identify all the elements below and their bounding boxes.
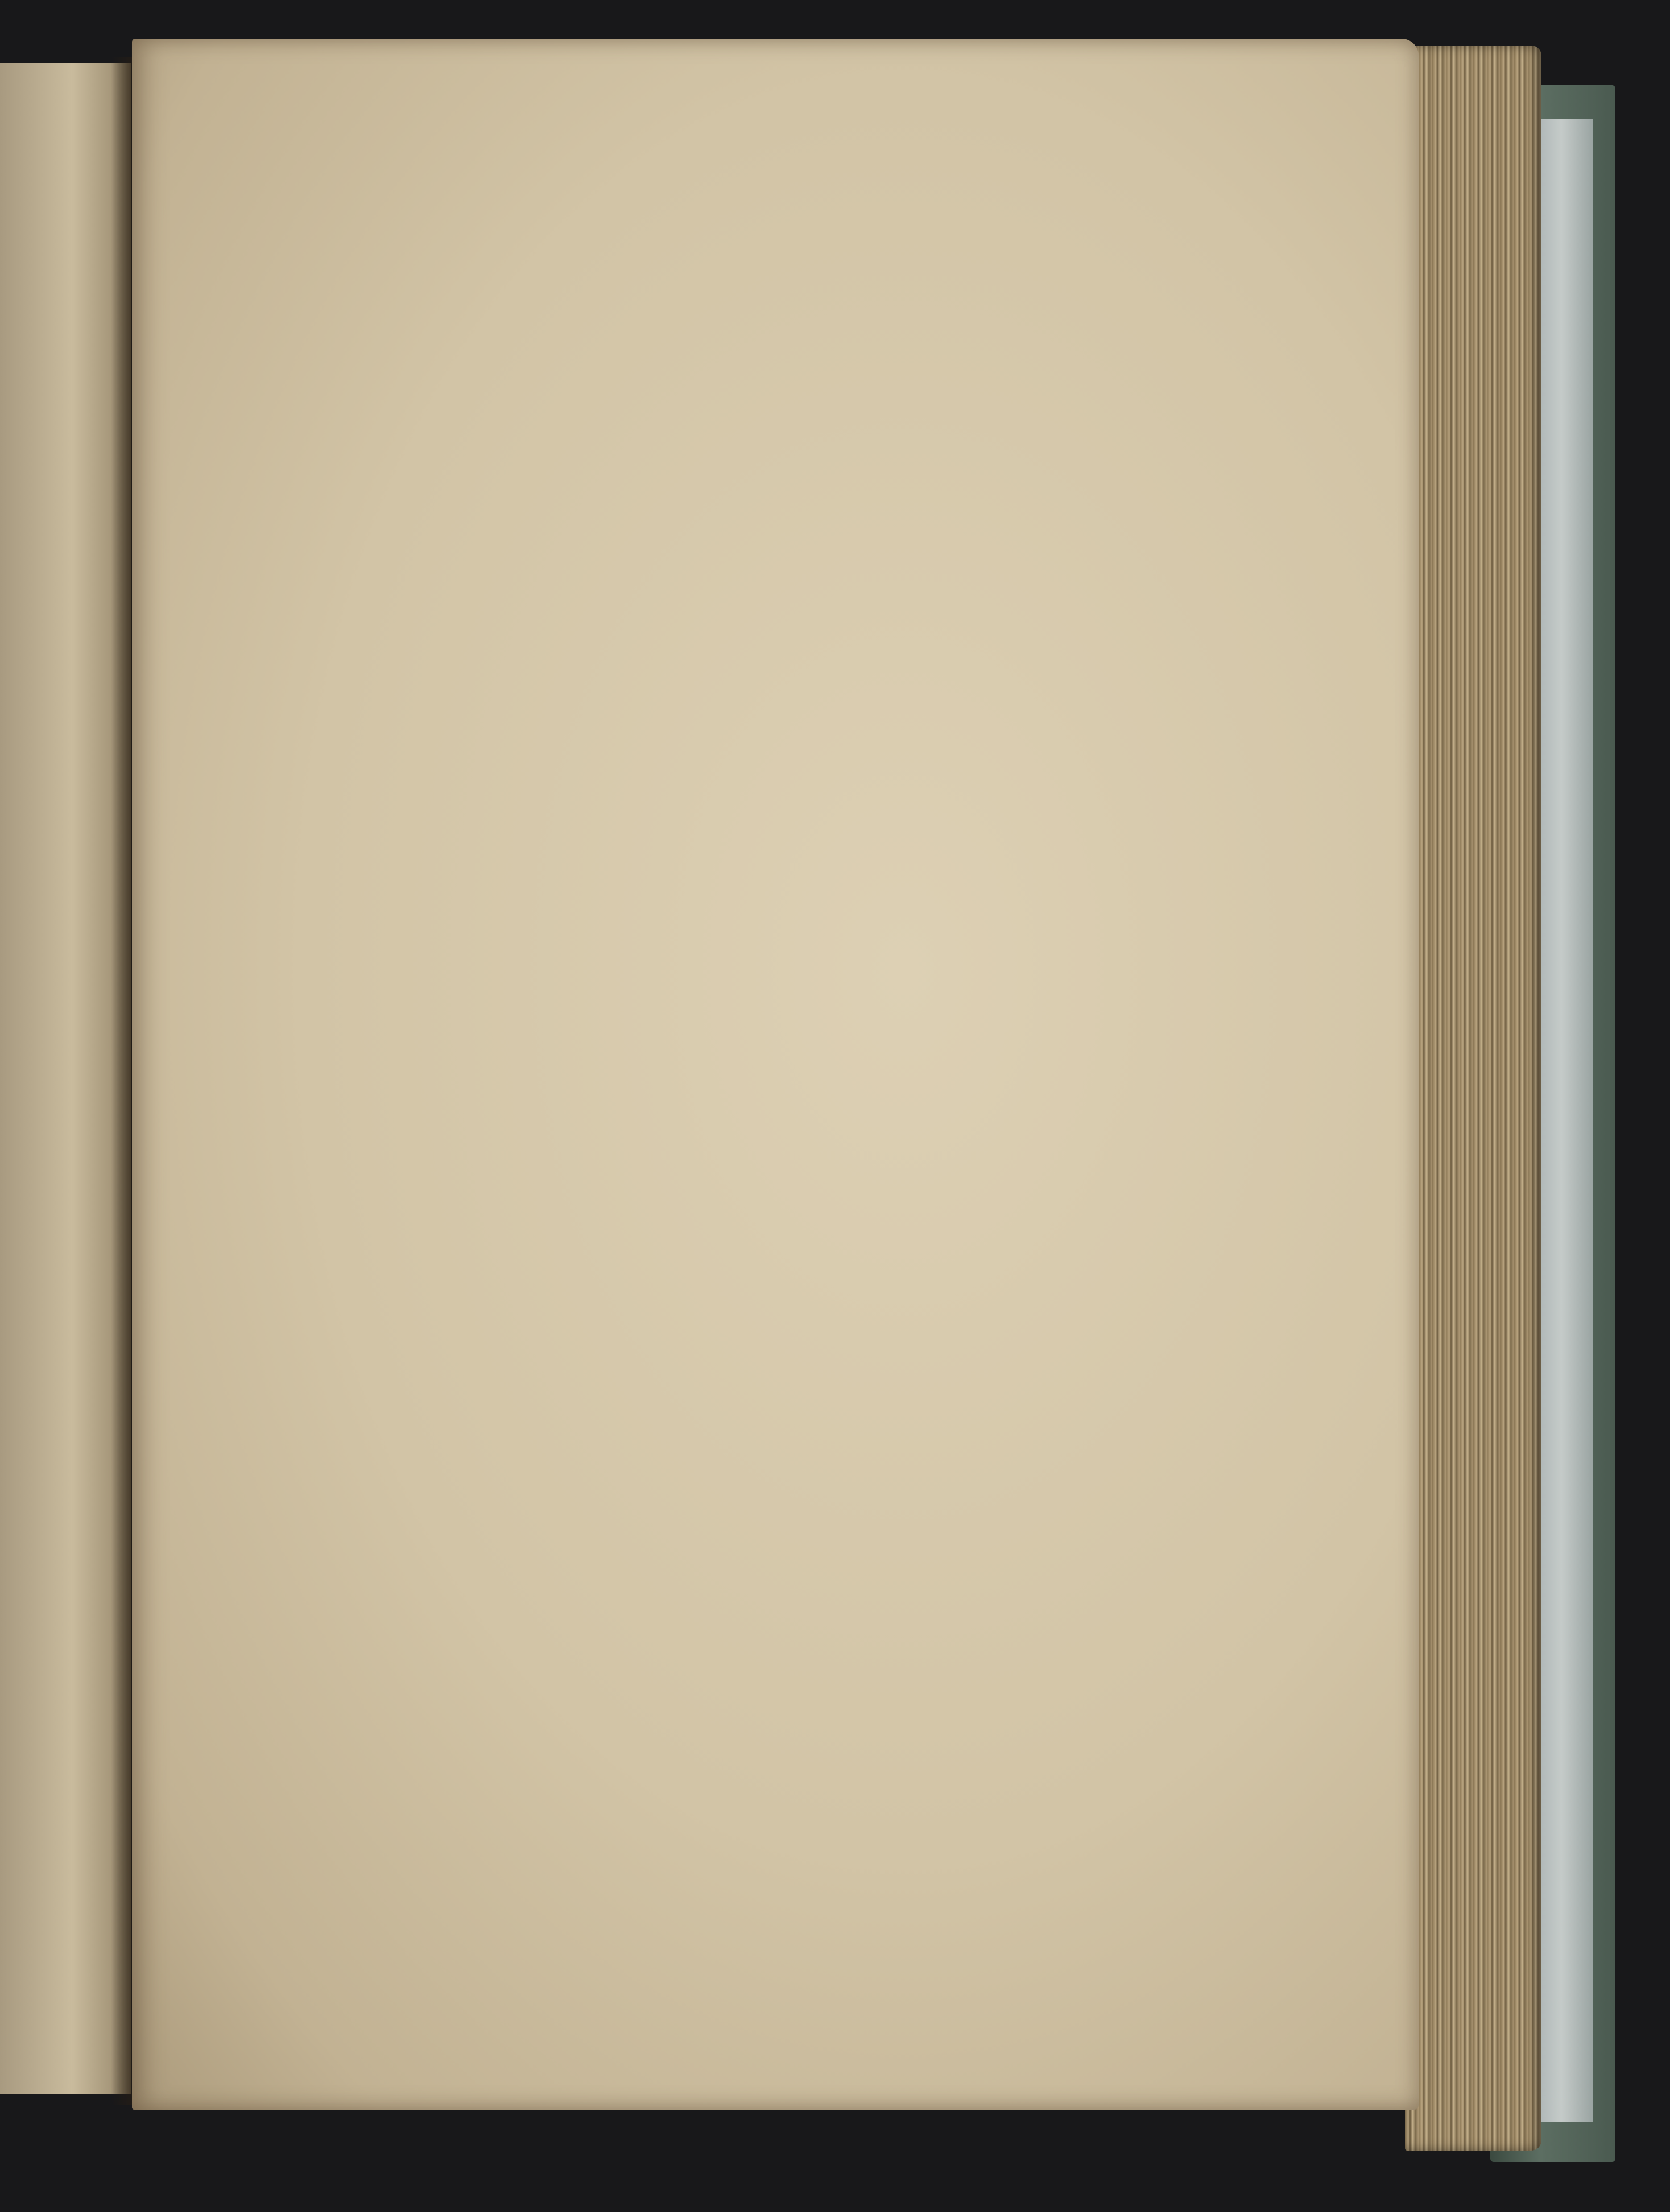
book-page bbox=[132, 39, 1419, 2110]
page-edges bbox=[1405, 46, 1541, 2151]
